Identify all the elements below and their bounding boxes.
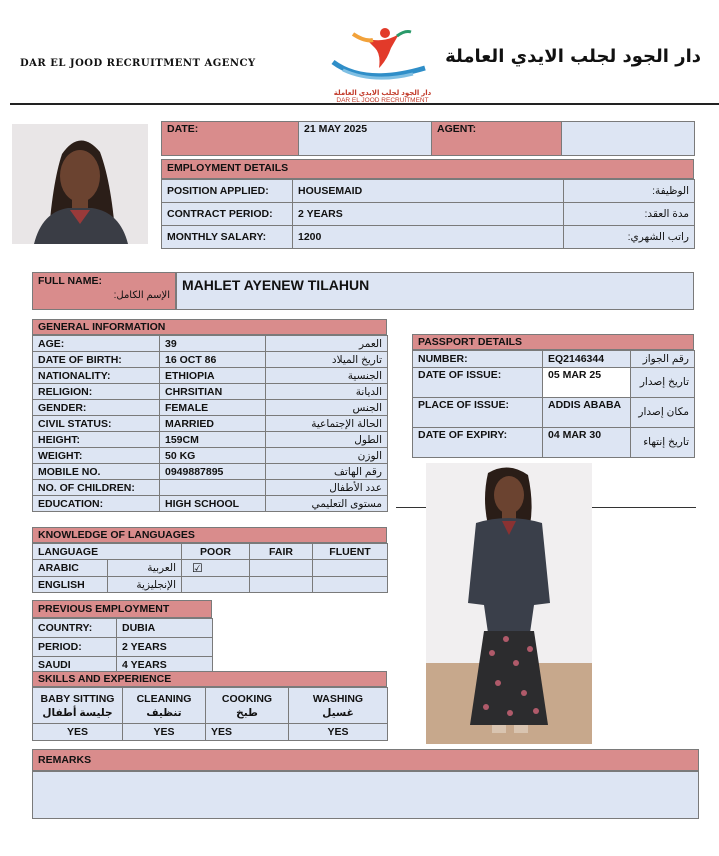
general-info-label: HEIGHT:	[33, 432, 160, 448]
general-info-value	[160, 480, 266, 496]
general-info-label: NATIONALITY:	[33, 368, 160, 384]
full-name-label: FULL NAME:	[38, 275, 102, 287]
language-name-ar: الإنجليزية	[107, 577, 182, 593]
general-info-label: GENDER:	[33, 400, 160, 416]
general-info-row	[33, 464, 388, 480]
previous-row	[33, 619, 213, 638]
passport-label-ar: تاريخ إنتهاء	[631, 428, 695, 458]
general-info-label-ar: الديانة	[266, 384, 388, 400]
agency-logo	[325, 24, 440, 104]
date-agent-table	[161, 121, 695, 156]
general-info-label: DATE OF BIRTH:	[33, 352, 160, 368]
employment-label: CONTRACT PERIOD:	[162, 203, 293, 226]
general-info-label-ar: رقم الهاتف	[266, 464, 388, 480]
skills-table	[32, 687, 388, 741]
general-info-label-ar: العمر	[266, 336, 388, 352]
agent-value	[562, 122, 695, 156]
general-info-value: MARRIED	[160, 416, 266, 432]
logo-caption-en: DAR EL JOOD RECRUITMENT	[336, 97, 429, 104]
passport-value: 05 MAR 25	[543, 368, 631, 398]
date-label: DATE:	[162, 122, 299, 156]
previous-value: DUBIA	[117, 619, 213, 638]
agent-label: AGENT:	[432, 122, 562, 156]
passport-row	[413, 368, 695, 398]
general-info-value: CHRSITIAN	[160, 384, 266, 400]
skill-label-en: WASHING	[312, 692, 364, 705]
employment-row	[162, 226, 695, 249]
language-name-en: ARABIC	[33, 560, 108, 577]
applicant-full-body-photo	[426, 463, 592, 744]
previous-employment-table	[32, 618, 213, 673]
passport-label: DATE OF EXPIRY:	[413, 428, 543, 458]
passport-label-ar: مكان إصدار	[631, 398, 695, 428]
passport-label: DATE OF ISSUE:	[413, 368, 543, 398]
full-name-label-box	[32, 272, 176, 310]
agency-name-en: DAR EL JOOD RECRUITMENT AGENCY	[20, 58, 256, 69]
previous-label: COUNTRY:	[33, 619, 117, 638]
passport-row	[413, 428, 695, 458]
employment-details-table	[161, 179, 695, 249]
skill-value: YES	[206, 724, 289, 741]
employment-label-ar: راتب الشهري:	[564, 226, 695, 249]
passport-row	[413, 398, 695, 428]
skills-label-row	[33, 688, 388, 724]
passport-details-table	[412, 350, 695, 458]
poor-col-header: POOR	[182, 544, 250, 560]
general-info-label-ar: عدد الأطفال	[266, 480, 388, 496]
general-info-label: AGE:	[33, 336, 160, 352]
applicant-portrait-photo	[12, 124, 148, 244]
full-name-label-ar: الإسم الكامل:	[113, 290, 170, 301]
general-info-row	[33, 352, 388, 368]
remarks-header: REMARKS	[32, 749, 699, 771]
general-info-label: NO. OF CHILDREN:	[33, 480, 160, 496]
general-info-value: 16 OCT 86	[160, 352, 266, 368]
languages-header-row	[33, 544, 388, 560]
fair-col-header: FAIR	[250, 544, 313, 560]
general-info-row	[33, 432, 388, 448]
agency-name-ar: دار الجود لجلب الايدي العاملة	[445, 46, 701, 67]
skill-cleaning	[123, 688, 206, 724]
general-info-label-ar: مستوى التعليمي	[266, 496, 388, 512]
employment-row	[162, 180, 695, 203]
general-info-value: FEMALE	[160, 400, 266, 416]
skills-value-row	[33, 724, 388, 741]
language-fair-cell	[250, 560, 313, 577]
general-info-row	[33, 496, 388, 512]
line-divider-right	[592, 507, 696, 508]
previous-value: 2 YEARS	[117, 638, 213, 657]
passport-row	[413, 351, 695, 368]
logo-caption-ar: دار الجود لجلب الايدي العاملة	[333, 90, 432, 97]
passport-label-ar: رقم الجواز	[631, 351, 695, 368]
general-info-value: ETHIOPIA	[160, 368, 266, 384]
passport-details-header: PASSPORT DETAILS	[412, 334, 694, 350]
skill-label-ar: تنظيف	[146, 706, 182, 719]
general-info-label: WEIGHT:	[33, 448, 160, 464]
general-info-label-ar: الحالة الإجتماعية	[266, 416, 388, 432]
passport-value: 04 MAR 30	[543, 428, 631, 458]
employment-row	[162, 203, 695, 226]
skill-label-en: CLEANING	[136, 692, 192, 705]
general-info-label: CIVIL STATUS:	[33, 416, 160, 432]
passport-label: NUMBER:	[413, 351, 543, 368]
general-info-label-ar: الوزن	[266, 448, 388, 464]
skill-value: YES	[33, 724, 123, 741]
skills-header: SKILLS AND EXPERIENCE	[32, 671, 387, 687]
previous-value: 4 YEARS	[117, 657, 213, 673]
employment-value: HOUSEMAID	[293, 180, 564, 203]
language-fair-cell	[250, 577, 313, 593]
general-info-row	[33, 400, 388, 416]
line-divider-left	[396, 507, 426, 508]
employment-label: POSITION APPLIED:	[162, 180, 293, 203]
general-info-label: MOBILE NO.	[33, 464, 160, 480]
full-name-value: MAHLET AYENEW TILAHUN	[176, 272, 694, 310]
general-info-label-ar: الجنس	[266, 400, 388, 416]
language-name-ar: العربية	[107, 560, 182, 577]
general-info-row	[33, 368, 388, 384]
general-info-row	[33, 336, 388, 352]
employment-value: 1200	[293, 226, 564, 249]
passport-value: ADDIS ABABA	[543, 398, 631, 428]
passport-value: EQ2146344	[543, 351, 631, 368]
general-info-label-ar: الطول	[266, 432, 388, 448]
employment-label: MONTHLY SALARY:	[162, 226, 293, 249]
general-information-header: GENERAL INFORMATION	[32, 319, 387, 335]
header-divider	[10, 103, 719, 105]
skill-label-en: BABY SITTING	[40, 692, 115, 705]
previous-row	[33, 638, 213, 657]
skill-label-ar: جليسة أطفال	[42, 706, 113, 719]
language-row	[33, 577, 388, 593]
skill-label-en: COOKING	[221, 692, 273, 705]
skill-baby-sitting	[33, 688, 123, 724]
previous-employment-header: PREVIOUS EMPLOYMENT	[32, 600, 212, 618]
employment-value: 2 YEARS	[293, 203, 564, 226]
passport-label-ar: تاريخ إصدار	[631, 368, 695, 398]
language-col-header: LANGUAGE	[33, 544, 182, 560]
skill-label-ar: طبخ	[236, 706, 258, 719]
previous-label: PERIOD:	[33, 638, 117, 657]
general-information-table	[32, 335, 388, 512]
employment-details-header: EMPLOYMENT DETAILS	[161, 159, 694, 179]
general-info-label: RELIGION:	[33, 384, 160, 400]
remarks-value	[32, 771, 699, 819]
language-fluent-cell	[313, 560, 388, 577]
checkbox-checked-icon: ☑	[182, 560, 250, 577]
skill-value: YES	[123, 724, 206, 741]
general-info-label-ar: الجنسية	[266, 368, 388, 384]
general-info-value: HIGH SCHOOL	[160, 496, 266, 512]
general-info-value: 50 KG	[160, 448, 266, 464]
general-info-label: EDUCATION:	[33, 496, 160, 512]
general-info-row	[33, 480, 388, 496]
general-info-row	[33, 384, 388, 400]
languages-header: KNOWLEDGE OF LANGUAGES	[32, 527, 387, 543]
skill-washing	[289, 688, 388, 724]
language-fluent-cell	[313, 577, 388, 593]
general-info-value: 39	[160, 336, 266, 352]
employment-label-ar: مدة العقد:	[564, 203, 695, 226]
language-row	[33, 560, 388, 577]
general-info-label-ar: تاريخ الميلاد	[266, 352, 388, 368]
general-info-row	[33, 416, 388, 432]
skill-cooking	[206, 688, 289, 724]
previous-label: SAUDI	[33, 657, 117, 673]
fluent-col-header: FLUENT	[313, 544, 388, 560]
language-poor-cell	[182, 577, 250, 593]
employment-label-ar: الوظيفة:	[564, 180, 695, 203]
skill-value: YES	[289, 724, 388, 741]
date-value: 21 MAY 2025	[299, 122, 432, 156]
languages-table	[32, 543, 388, 593]
general-info-row	[33, 448, 388, 464]
skill-label-ar: غسيل	[322, 706, 354, 719]
general-info-value: 0949887895	[160, 464, 266, 480]
general-info-value: 159CM	[160, 432, 266, 448]
language-name-en: ENGLISH	[33, 577, 108, 593]
passport-label: PLACE OF ISSUE:	[413, 398, 543, 428]
